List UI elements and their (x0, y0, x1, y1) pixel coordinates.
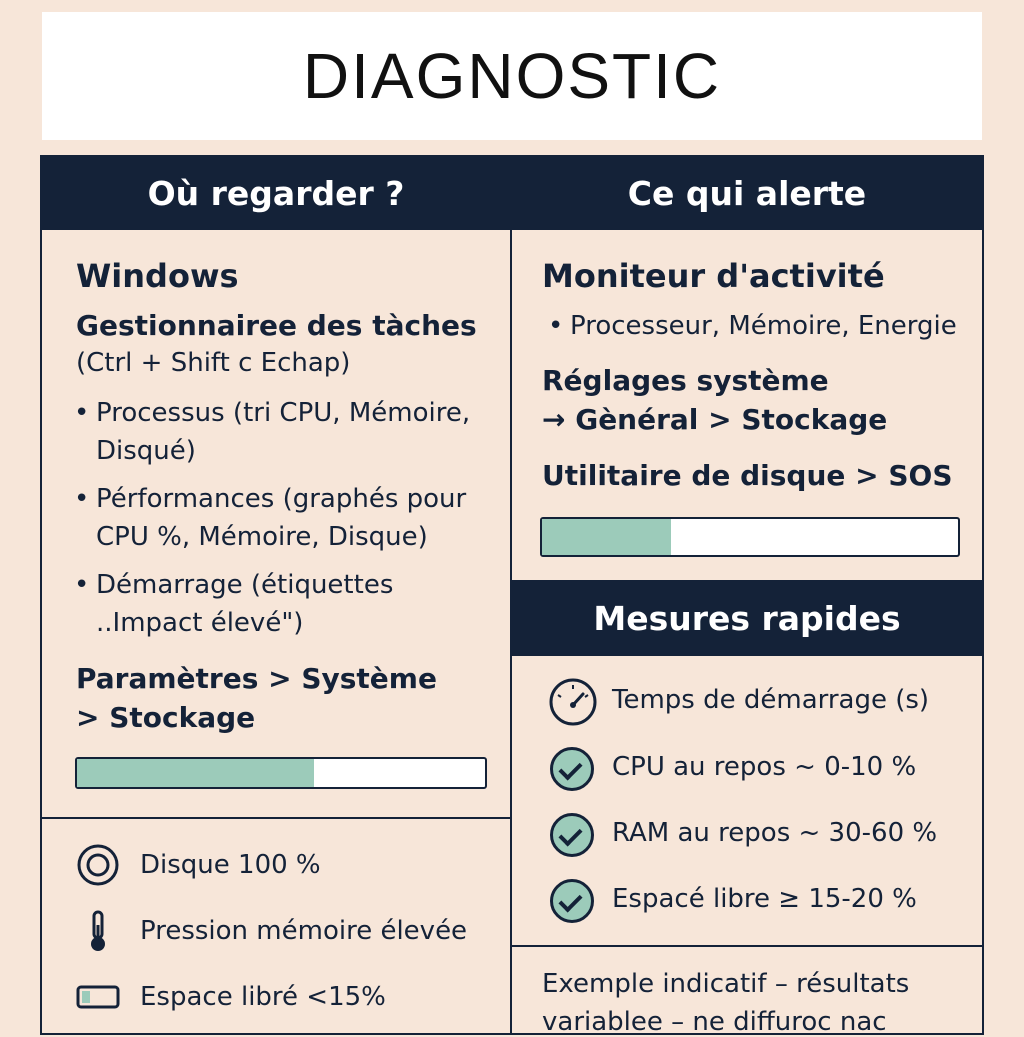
alert-disk-label: Disque 100 % (140, 850, 321, 880)
right-progress-fill (542, 519, 671, 555)
target-icon (76, 843, 120, 887)
bullet-demarrage-line1: • Démarrage (étiquettes (96, 570, 393, 600)
check-icon (550, 879, 594, 923)
bullet-demarrage-line2: ..Impact élevé") (96, 608, 304, 638)
what-alerts-header: Ce qui alerte (512, 157, 982, 230)
quick-measures-header: Mesures rapides (512, 580, 982, 656)
thermometer-icon (76, 909, 120, 953)
where-to-look-panel (40, 155, 512, 1035)
right-divider (512, 945, 982, 947)
battery-low-icon (76, 975, 120, 1019)
shortcut-label: (Ctrl + Shift c Echap) (76, 348, 351, 378)
monitor-bullet: • Processeur, Mémoire, Energie (570, 311, 957, 341)
where-to-look-header: Où regarder ? (42, 157, 510, 230)
measure-ram-label: RAM au repos ~ 30-60 % (612, 818, 938, 848)
system-settings-line2: → Gènéral > Stockage (542, 403, 888, 436)
gauge-icon (548, 677, 598, 727)
page-title: DIAGNOSTIC (42, 12, 982, 140)
settings-path-line1: Paramètres > Système (76, 662, 437, 695)
left-progress-fill (77, 759, 314, 787)
footnote-line2: variablee – ne diffuroc nac (542, 1007, 887, 1037)
activity-monitor-heading: Moniteur d'activité (542, 257, 885, 295)
alert-memory-label: Pression mémoire élevée (140, 916, 468, 946)
settings-path-line2: > Stockage (76, 701, 256, 734)
check-icon (550, 747, 594, 791)
check-icon (550, 813, 594, 857)
disk-utility-label: Utilitaire de disque > SOS (542, 459, 953, 492)
windows-heading: Windows (76, 257, 239, 295)
left-progress-bar (75, 757, 487, 789)
bullet-processus-line1: • Processus (tri CPU, Mémoire, (96, 398, 470, 428)
right-progress-bar (540, 517, 960, 557)
alert-space-label: Espace libré <15% (140, 982, 386, 1012)
bullet-performances-line1: • Pérformances (graphés pour (96, 484, 466, 514)
left-divider (42, 817, 510, 819)
measure-space-label: Espacé libre ≥ 15-20 % (612, 884, 917, 914)
measure-cpu-label: CPU au repos ~ 0-10 % (612, 752, 917, 782)
measure-boot-time-label: Temps de démarrage (s) (612, 685, 930, 715)
what-alerts-panel (512, 155, 984, 1035)
footnote-line1: Exemple indicatif – résultats (542, 969, 910, 999)
bullet-processus-line2: Disqué) (96, 436, 196, 466)
bullet-performances-line2: CPU %, Mémoire, Disque) (96, 522, 428, 552)
system-settings-line1: Réglages système (542, 364, 829, 397)
task-manager-label: Gestionnairee des tàches (76, 309, 477, 342)
